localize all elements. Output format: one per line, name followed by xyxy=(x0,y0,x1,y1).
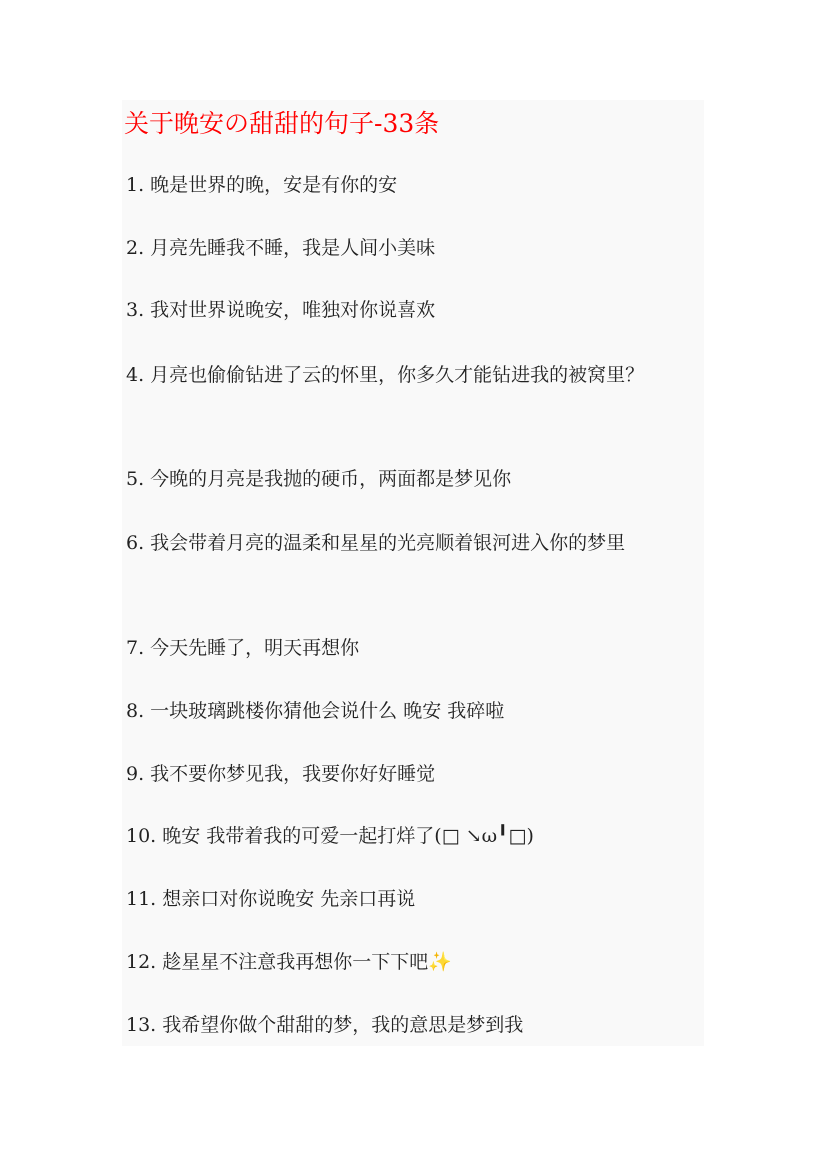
list-item: 13. 我希望你做个甜甜的梦，我的意思是梦到我 xyxy=(126,1014,524,1036)
document-title: 关于晚安の甜甜的句子-33条 xyxy=(124,109,440,138)
list-item: 7. 今天先睡了，明天再想你 xyxy=(126,637,360,659)
list-item: 3. 我对世界说晚安，唯独对你说喜欢 xyxy=(126,299,436,321)
list-item: 1. 晚是世界的晚，安是有你的安 xyxy=(126,174,398,196)
list-item: 8. 一块玻璃跳楼你猜他会说什么 晚安 我碎啦 xyxy=(126,700,505,722)
list-item: 5. 今晚的月亮是我抛的硬币，两面都是梦见你 xyxy=(126,468,512,490)
list-item: 10. 晚安 我带着我的可爱一起打烊了(□ ↘ω╹□) xyxy=(126,825,534,847)
list-item: 6. 我会带着月亮的温柔和星星的光亮顺着银河进入你的梦里 xyxy=(126,532,626,554)
list-item: 11. 想亲口对你说晚安 先亲口再说 xyxy=(126,888,416,910)
list-item: 9. 我不要你梦见我，我要你好好睡觉 xyxy=(126,763,436,785)
list-item: 2. 月亮先睡我不睡，我是人间小美味 xyxy=(126,237,436,259)
list-item: 12. 趁星星不注意我再想你一下下吧✨ xyxy=(126,951,452,973)
list-item: 4. 月亮也偷偷钻进了云的怀里，你多久才能钻进我的被窝里？ xyxy=(126,364,645,386)
